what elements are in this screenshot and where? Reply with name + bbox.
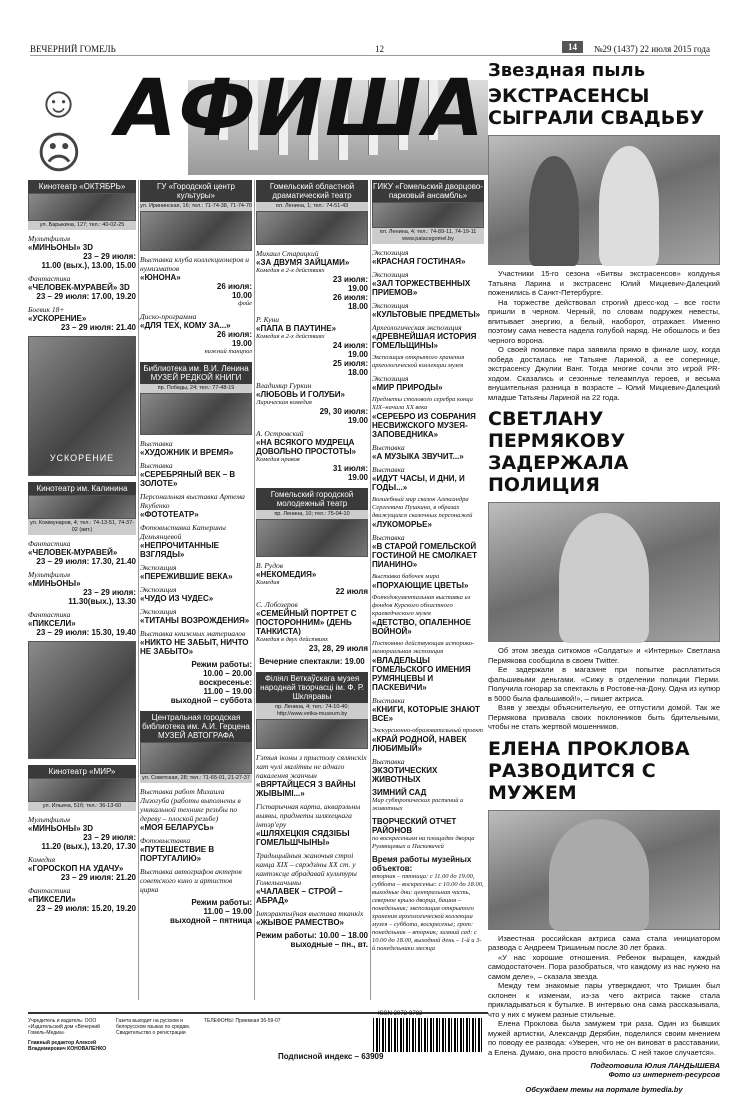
opening-hours: Режим работы: 11.00 – 19.00 выходной – пятница [169, 898, 252, 925]
listing-item: Выставка клуба коллекционеров и нумизматов «ЮНОНА» 26 июля: 10.00 фойе [140, 255, 252, 307]
movie-poster: УСКОРЕНИЕ [28, 336, 136, 476]
listing-item: Выставка ЭКЗОТИЧЕСКИХ ЖИВОТНЫХ [372, 757, 438, 784]
listing-item: Выставка автографов актеров советского кино и артистов цирка [140, 867, 242, 894]
actress-photo [488, 502, 720, 642]
listing-column-palace [372, 180, 484, 953]
listing-item: Персональная выставка Артема Якубенко «ФОТОТЕАТР» [140, 492, 245, 519]
venue-photo [140, 393, 252, 435]
listing-item: Мультфильм «МИНЬОНЫ» 23 – 29 июля: 11.30(вых.), 13.30 [28, 570, 136, 606]
listing-item: Фантастика «ПИКСЕЛИ» 23 – 29 июля: 15.30, 19.40 [28, 610, 136, 637]
cinema-photo [28, 495, 136, 519]
listing-item: Фантастика «ЧЕЛОВЕК-МУРАВЕЙ» 3D 23 – 29 июля: 17.00, 19.20 [28, 274, 136, 301]
issue-date: №29 (1437) 22 июля 2015 года [593, 44, 710, 54]
listing-column-theatres [256, 180, 368, 949]
article-paragraph: Ее задержали в магазине при попытке расплатиться фальшивыми деньгами. «Сижу в отделении полиции Перми. Получила гонорар за спектакль в Ростове-на-Дону. Одна из купюр в 5000 была фальшивой!», – пишет актриса. [488, 665, 720, 703]
listing-item: Мультфильм «МИНЬОНЫ» 3D 23 – 29 июля: 11.00 (вых.), 13.00, 15.00 [28, 234, 136, 270]
venue-address: ул. Советская, 28; тел.: 71-65-01, 21-27-37 [140, 774, 252, 783]
listing-item: Гэтыя іконы з прыстолу сялянскіх хат чулі малітвы не аднаго пакалення жанчын «ВЯРТАЙЦЕСЯ З ВАЙНЫ ЖЫВЫМІ...» [256, 753, 367, 798]
venue-address: ул. Барыкина, 127; тел.: 40-02-25 [28, 221, 136, 230]
phones: ТЕЛЕФОНЫ: Приемная 36-59-07 [204, 1018, 281, 1024]
article-paragraph: На торжестве действовал строгий дресс-код – все гости пришли в черном. Черный, по словам подружек невесты, впитывает энергию, а белый, наоборот, отражает. Именно поэтому сама невеста надела голубой наряд. Не обошлось и без черного ворона. [488, 297, 720, 345]
actress-photo [488, 810, 720, 930]
issn: ISSN 2072-9782 [378, 1011, 423, 1017]
listing-item: Выставка работ Михаила Лизогуба (работы выполнены в уникальной технике резьбы по дереву – плоской резьбе) «МОЯ БЕЛАРУСЬ» [140, 787, 241, 832]
listing-item: Выставка «СЕРЕБРЯНЫЙ ВЕК – В ЗОЛОТЕ» [140, 461, 236, 488]
page-number-left: 12 [375, 44, 384, 54]
opening-hours: Режим работы: 10.00 – 20.00 воскресенье: 11.00 – 19.00 выходной – суббота [170, 660, 252, 705]
venue-header: Гомельский городской молодежный театр [256, 488, 368, 510]
cinema-photo [28, 778, 136, 802]
venue-header: ГУ «Городской центр культуры» [140, 180, 252, 202]
venue-header: ГИКУ «Гомельский дворцово-парковый ансамбль» [373, 182, 483, 200]
article-paragraph: О своей помолвке пара заявила прямо в финале шоу, когда победа досталась не Татьяне Лариной, а ее сопернице, экстрасенсу Джулии Ванг. Тогда многие сочли это игрой PR-ходом. Сказались и сезонные телеамплуа героев, и весьма внушительная разница в возрасте – Юлий Мицкевич-Далецкий младше Татьяны Лариной на 22 года. [488, 345, 720, 402]
listing-item: Экскурсионно-образовательный проект «КРАЙ РОДНОЙ, НАВЕК ЛЮБИМЫЙ» [372, 727, 483, 753]
venue-address: пр. Ленина, 4; тел.: 74-10-40; http://www.vetka-museum.by [256, 703, 368, 719]
listing-item: Гістарычная карта, акварэльны выявы, прадметы шляхецкага інтэр'еру «ШЛЯХЕЦКІЯ СЯДЗІБЫ ГОМЕЛЬШЧЫНЫ» [256, 802, 361, 847]
publisher: Учредитель и издатель: ООО «Издательский дом «Вечерний Гомель-Медиа» [28, 1018, 100, 1036]
listing-column-cinemas [28, 180, 136, 913]
registration: Газета выходит на русском и белорусском языках по средам. Свидетельство о регистрации [116, 1018, 191, 1036]
listing-item: Археологическая экспозиция «ДРЕВНЕЙШАЯ ИСТОРИЯ ГОМЕЛЬЩИНЫ» [372, 323, 477, 350]
venue-photo [140, 742, 252, 774]
article-paragraph: Известная российская актриса сама стала инициатором развода с Андреем Тришиным после 30 лет брака. [488, 933, 720, 952]
listing-item: Фотовыставка Катерины Демьянцевой «НЕПРОЧИТАННЫЕ ВЗГЛЯДЫ» [140, 523, 226, 559]
venue-address: пр. Ленина, 10; тел.: 75-04-10 [256, 510, 368, 519]
movie-poster [28, 641, 136, 759]
afisha-banner [28, 60, 488, 178]
running-header [30, 40, 710, 56]
listing-item: Традыцыйныя жаночыя строі канца XIX – сярэдзіны XX ст. у кантэксце абрадавай культуры Гомельшчыны «ЧАЛАВЕК – СТРОЙ – АБРАД» [256, 851, 357, 905]
page-title: АФИША [116, 64, 486, 154]
venue-header: Кинотеатр «ОКТЯБРЬ» [28, 180, 136, 193]
listing-item: Выставка «В СТАРОЙ ГОМЕЛЬСКОЙ ГОСТИНОЙ НЕ СМОЛКАЕТ ПИАНИНО» [372, 533, 478, 569]
portal-link[interactable]: Обсуждаем темы на портале bymedia.by [525, 1085, 683, 1094]
barcode [373, 1018, 483, 1052]
venue-photo [256, 519, 368, 557]
listing-item: Выставка «ИДУТ ЧАСЫ, И ДНИ, И ГОДЫ...» [372, 465, 465, 492]
headline: ЕЛЕНА ПРОКЛОВА РАЗВОДИТСЯ С МУЖЕМ [488, 737, 690, 804]
listing-item: В. Рудов «НЕКОМЕДИЯ» Комедия 22 июля [256, 561, 368, 596]
page-number-right: 14 [562, 41, 583, 53]
imprint [28, 1012, 488, 1062]
listing-item: Выставка «ХУДОЖНИК И ВРЕМЯ» [140, 439, 234, 457]
editor: Главный редактор Алексей Владимирович КОНОВАЛЕНКО [28, 1040, 107, 1052]
listing-item: Экспозиция «КРАСНАЯ ГОСТИНАЯ» [372, 248, 466, 266]
article-paragraph: Елена Проклова была замужем три раза. Один из бывших мужей артистки, Александр Дерябин, поделился своим мнением по поводу ее развода: «Уверен, что не он виноват в расставании, а Елена. Думаю, она просто влюбилась. С ней такое случается». [488, 1019, 720, 1057]
venue-photo [140, 211, 252, 251]
article-paragraph: Между тем знакомые пары утверждают, что Тришин был склонен к изменам, из-за чего актриса также стала прикладываться к бутылке. В интервью она сама рассказывала, что у них с мужем разные стильные. [488, 981, 720, 1019]
rubric-title: Звездная пыль [488, 60, 646, 81]
listing-item: Выставка бабочек мира «ПОРХАЮЩИЕ ЦВЕТЫ» [372, 573, 469, 590]
headline: СВЕТЛАНУ ПЕРМЯКОВУ ЗАДЕРЖАЛА ПОЛИЦИЯ [488, 408, 629, 496]
author-byline: Подготовила Юлия ЛАНДЫШЕВА [590, 1061, 720, 1070]
venue-header: Библиотека им. В.И. Ленина МУЗЕЙ РЕДКОЙ КНИГИ [140, 362, 252, 384]
venue-header: Гомельский областной драматический театр [256, 180, 368, 202]
listing-item: Фантастика «ЧЕЛОВЕК-МУРАВЕЙ» 23 – 29 июля: 17.30, 21.40 [28, 539, 136, 566]
listing-item: А. Островский «НА ВСЯКОГО МУДРЕЦА ДОВОЛЬНО ПРОСТОТЫ» Комедия нравов 31 июля: 19.00 [256, 429, 368, 482]
article-paragraph: «У нас хорошие отношения. Ребенок выращен, каждый самодостаточен. Пора разобраться, что каждому из нас нужно на самом деле», – сказала звезда. [488, 952, 720, 981]
opening-hours: Время работы музейных объектов: вторник – пятница: с 11.00 до 19.00, суббота – воскресенье: с 10.00 до 18.00, выходные дни: центральная часть, северное крыло дворца, башня – понедельник; экспозиция открытого хранения археологической коллекции музея – суббота, воскресенье; грот: понедельник – вторник; зимний сад: с 10.00 до 18.00, выходной день – 1-й и 3-й понедельники месяца [372, 855, 484, 952]
listing-item: Экспозиция «ПЕРЕЖИВШИЕ ВЕКА» [140, 563, 233, 581]
star-news-column [488, 60, 720, 1094]
listing-item: Фотодокументальная выставка из фондов Курского областного краеведческого музея «ДЕТСТВО, ОПАЛЕННОЕ ВОЙНОЙ» [372, 594, 471, 636]
listing-item: Выставка «КНИГИ, КОТОРЫЕ ЗНАЮТ ВСЕ» [372, 696, 480, 723]
theatre-masks-icon: ☺☹ [36, 78, 82, 178]
article-paragraph: Об этом звезда ситкомов «Солдаты» и «Интерны» Светлана Пермякова сообщила в своем Twitter. [488, 646, 720, 665]
listing-item: Мультфильм «МИНЬОНЫ» 3D 23 – 29 июля: 11.20 (вых.), 13.20, 17.30 [28, 815, 136, 851]
listing-item: Постоянно действующая историко-мемориальная экспозиция «ВЛАДЕЛЬЦЫ ГОМЕЛЬСКОГО ИМЕНИЯ РУМЯНЦЕВЫ И ПАСКЕВИЧИ» [372, 640, 475, 692]
venue-photo [256, 719, 368, 749]
listing-item: Боевик 18+ «УСКОРЕНИЕ» 23 – 29 июля: 21.40 [28, 305, 136, 332]
venue-address: ул. Ирининская, 16; тел.: 71-74-38, 71-74-70 [140, 203, 252, 209]
venue-address: пл. Ленина, 4; тел.: 74-89-11, 74-19-11 www.palacegomel.by [372, 228, 484, 244]
listing-item: С. Лобозеров «СЕМЕЙНЫЙ ПОРТРЕТ С ПОСТОРОННИМ» (ДЕНЬ ТАНКИСТА) Комедия в двух действиях 23, 28, 29 июля Вечерние спектакли: 19.00 [256, 600, 368, 666]
listing-item: Выставка книжных материалов «НИКТО НЕ ЗАБЫТ, НИЧТО НЕ ЗАБЫТО» [140, 629, 249, 656]
listing-column-culture-centers [140, 180, 252, 925]
listing-item: Владимир Гуркин «ЛЮБОВЬ И ГОЛУБИ» Лирическая комедия 29, 30 июля: 19.00 [256, 381, 368, 425]
listing-item: Фантастика «ПИКСЕЛИ» 23 – 29 июля: 15.20, 19.20 [28, 886, 136, 913]
venue-address: пл. Ленина, 1; тел.: 74-51-43 [256, 202, 368, 211]
venue-header: Кинотеатр им. Калинина [28, 482, 136, 495]
venue-photo [372, 202, 484, 228]
venue-photo [256, 211, 368, 245]
paper-name: ВЕЧЕРНИЙ ГОМЕЛЬ [30, 44, 116, 54]
listing-item: Экспозиция «МИР ПРИРОДЫ» [372, 374, 443, 392]
venue-address: ул. Коммунаров, 4; тел.: 74-13-51, 74-37-02 (авт.) [28, 519, 136, 535]
listing-item: Выставка «А МУЗЫКА ЗВУЧИТ...» [372, 443, 464, 461]
cinema-photo [28, 193, 136, 221]
listing-item: ЗИМНИЙ САД Мир субтропических растений и животных [372, 788, 464, 812]
venue-address: ул. Ильича, 51б; тел.: 36-13-60 [28, 802, 136, 811]
opening-hours: Режим работы: 10.00 – 18.00 выходные – пн., вт. [256, 931, 368, 949]
listing-item: Экспозиция «ЧУДО ИЗ ЧУДЕС» [140, 585, 214, 603]
listing-item: Экспозиция «ТИТАНЫ ВОЗРОЖДЕНИЯ» [140, 607, 250, 625]
venue-header: Філіял Веткаўскага музея народнай творчасці ім. Ф. Р. Шкляравы [256, 672, 368, 703]
wedding-photo [488, 135, 720, 265]
listing-item: Предметы столового серебра конца XIX–начала XX века «СЕРЕБРО ИЗ СОБРАНИЯ НЕСВИЖСКОГО МУЗЕЯ-ЗАПОВЕДНИКА» [372, 396, 476, 439]
listing-item: Фотовыставка «ПУТЕШЕСТВИЕ В ПОРТУГАЛИЮ» [140, 836, 215, 863]
venue-header: Кинотеатр «МИР» [28, 765, 136, 778]
listing-item: Михаил Старицкий «ЗА ДВУМЯ ЗАЙЦАМИ» Комедия в 2-х действиях 23 июля: 19.00 26 июля: 18.00 [256, 249, 368, 311]
listing-item: Комедия «ГОРОСКОП НА УДАЧУ» 23 – 29 июля: 21.20 [28, 855, 136, 882]
subscription-index: Подписной индекс – 63909 [278, 1052, 384, 1061]
listings-grid [28, 180, 484, 1010]
listing-item: Інтэрактыўная выстава тканкіх «ЖЫВОЕ РАМЕСТВО» [256, 909, 364, 927]
listing-item: Экспозиция открытого хранения археологической коллекции музея [372, 354, 465, 369]
listing-item: Экспозиция «КУЛЬТОВЫЕ ПРЕДМЕТЫ» [372, 301, 481, 319]
venue-address: пр. Победы, 24; тел.: 77-48-19 [140, 384, 252, 393]
listing-item: Экспозиция «ЗАЛ ТОРЖЕСТВЕННЫХ ПРИЕМОВ» [372, 270, 471, 297]
article-paragraph: Участники 15-го сезона «Битвы экстрасенсов» колдунья Татьяна Ларина и экстрасенс Юлий Мицкевич-Далецкий поженились в Санкт-Петербурге. [488, 269, 720, 297]
listing-item: Диско-программа «ДЛЯ ТЕХ, КОМУ ЗА...» 26 июля: 19.00 нижний танцпол [140, 312, 252, 355]
photo-credit: Фото из интернет-ресурсов [608, 1070, 720, 1079]
listing-item: Волшебный мир сказок Александра Сергеевича Пушкина, в образах движущихся сказочных персонажей «ЛУКОМОРЬЕ» [372, 496, 473, 529]
headline: ЭКСТРАСЕНСЫ СЫГРАЛИ СВАДЬБУ [488, 85, 705, 129]
listing-item: Р. Куни «ПАПА В ПАУТИНЕ» Комедия в 2-х действиях 24 июля: 19.00 25 июля: 18.00 [256, 315, 368, 377]
venue-header: Центральная городская библиотека им. А.И. Герцена МУЗЕЙ АВТОГРАФА [140, 711, 252, 742]
article-paragraph: Взяв у звезды объяснительную, ее отпустили домой. Так же Пермякова призвала своих поклонников быть бдительными, чтобы не стать жертвой мошенников. [488, 703, 720, 731]
listing-item: ТВОРЧЕСКИЙ ОТЧЕТ РАЙОНОВ по воскресеньям на площадях дворца Румянцевых и Паскевичей [372, 817, 475, 850]
